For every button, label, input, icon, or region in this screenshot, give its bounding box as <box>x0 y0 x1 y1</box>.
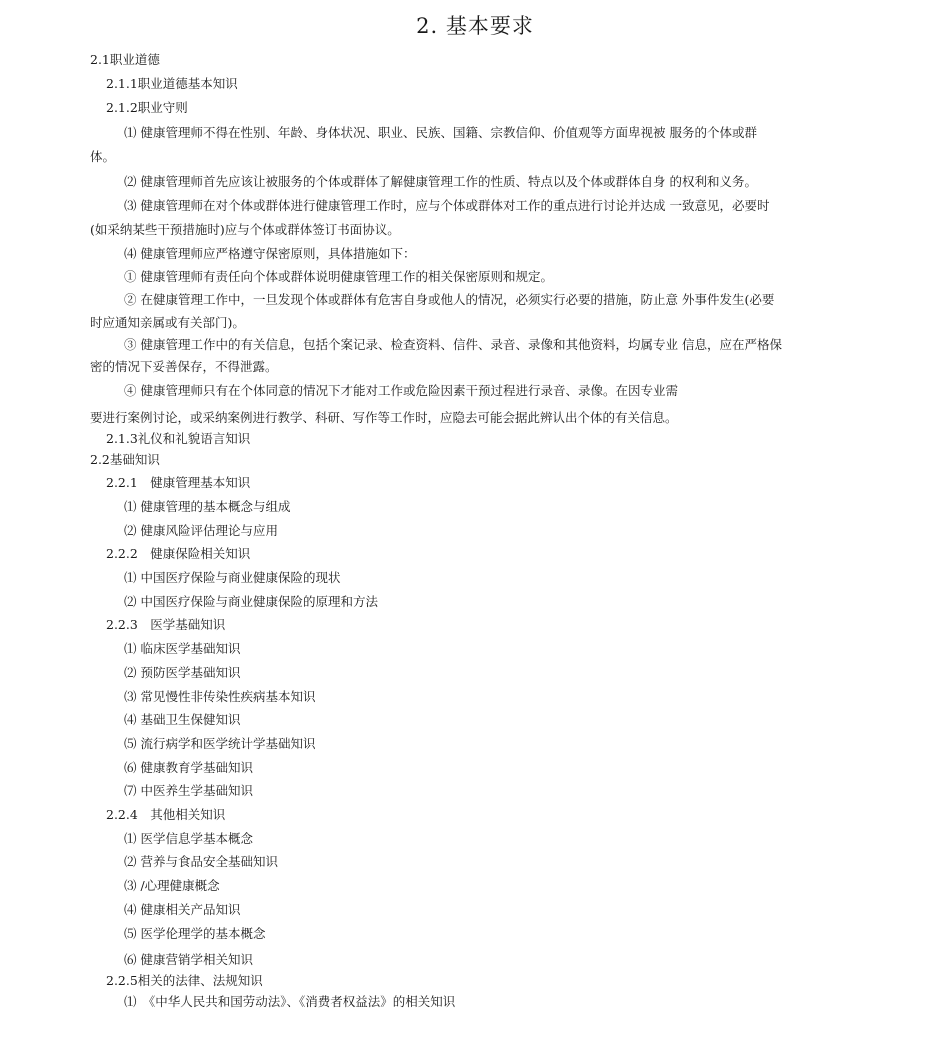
list-item: ⑶ /心理健康概念 <box>124 878 220 893</box>
list-item: ⑴ 临床医学基础知识 <box>124 641 241 656</box>
list-item: ⑸ 医学伦理学的基本概念 <box>124 926 266 941</box>
list-item: ⑺ 中医养生学基础知识 <box>124 783 253 798</box>
paragraph-line: 体。 <box>90 149 116 164</box>
paragraph-line: ⑶ 健康管理师在对个体或群体进行健康管理工作时，应与个体或群体对工作的重点进行讨论并达成 一致意见，必要时 <box>124 198 770 213</box>
paragraph-line: ① 健康管理师有责任向个体或群体说明健康管理工作的相关保密原则和规定。 <box>124 269 553 284</box>
subsection-heading: 2.2.4 其他相关知识 <box>106 807 226 822</box>
list-item: ⑶ 常见慢性非传染性疾病基本知识 <box>124 689 316 704</box>
list-item: ⑵ 营养与食品安全基础知识 <box>124 854 278 869</box>
section-heading: 2.2基础知识 <box>90 452 160 467</box>
paragraph-line: 时应通知亲属或有关部门)。 <box>90 315 245 330</box>
paragraph-line: ⑷ 健康管理师应严格遵守保密原则，具体措施如下： <box>124 246 416 261</box>
list-item: ⑵ 预防医学基础知识 <box>124 665 241 680</box>
paragraph-line: ⑴ 健康管理师不得在性别、年龄、身体状况、职业、民族、国籍、宗教信仰、价值观等方面卑视被 服务的个体或群 <box>124 125 757 140</box>
subsection-heading: 2.1.1职业道德基本知识 <box>106 76 238 91</box>
paragraph-line: (如采纳某些干预措施时)应与个体或群体签订书面协议。 <box>90 222 400 237</box>
list-item: ⑴ 健康管理的基本概念与组成 <box>124 499 291 514</box>
subsection-heading: 2.2.5相关的法律、法规知识 <box>106 973 263 988</box>
page-title: 2. 基本要求 <box>416 14 534 38</box>
list-item: ⑴ 中国医疗保险与商业健康保险的现状 <box>124 570 341 585</box>
list-item: ⑵ 健康风险评估理论与应用 <box>124 523 278 538</box>
list-item: ⑷ 基础卫生保健知识 <box>124 712 241 727</box>
list-item: ⑴ 医学信息学基本概念 <box>124 831 253 846</box>
paragraph-line: ⑵ 健康管理师首先应该让被服务的个体或群体了解健康管理工作的性质、特点以及个体或群体自身 的权利和义务。 <box>124 174 757 189</box>
paragraph-line: ④ 健康管理师只有在个体同意的情况下才能对工作或危险因素干预过程进行录音、录像。在因专业需 <box>124 383 678 398</box>
list-item: ⑸ 流行病学和医学统计学基础知识 <box>124 736 316 751</box>
list-item: ⑵ 中国医疗保险与商业健康保险的原理和方法 <box>124 594 378 609</box>
subsection-heading: 2.1.2职业守则 <box>106 100 188 115</box>
subsection-heading: 2.1.3礼仪和礼貌语言知识 <box>106 431 251 446</box>
subsection-heading: 2.2.1 健康管理基本知识 <box>106 475 251 490</box>
list-item: ⑹ 健康教育学基础知识 <box>124 760 253 775</box>
paragraph-line: 密的情况下妥善保存，不得泄露。 <box>90 359 278 374</box>
paragraph-line: 要进行案例讨论，或采纳案例进行教学、科研、写作等工作时，应隐去可能会据此辨认出个体的有关信息。 <box>90 410 678 425</box>
list-item: ⑴ 《中华人民共和国劳动法》、《消费者权益法》的相关知识 <box>124 994 456 1009</box>
subsection-heading: 2.2.2 健康保险相关知识 <box>106 546 251 561</box>
section-heading: 2.1职业道德 <box>90 52 160 67</box>
list-item: ⑹ 健康营销学相关知识 <box>124 952 253 967</box>
subsection-heading: 2.2.3 医学基础知识 <box>106 617 226 632</box>
list-item: ⑷ 健康相关产品知识 <box>124 902 241 917</box>
paragraph-line: ③ 健康管理工作中的有关信息，包括个案记录、检查资料、信件、录音、录像和其他资料，均属专业 信息，应在严格保 <box>124 337 782 352</box>
paragraph-line: ② 在健康管理工作中，一旦发现个体或群体有危害自身或他人的情况，必须实行必要的措施，防止意 外事件发生(必要 <box>124 292 775 307</box>
